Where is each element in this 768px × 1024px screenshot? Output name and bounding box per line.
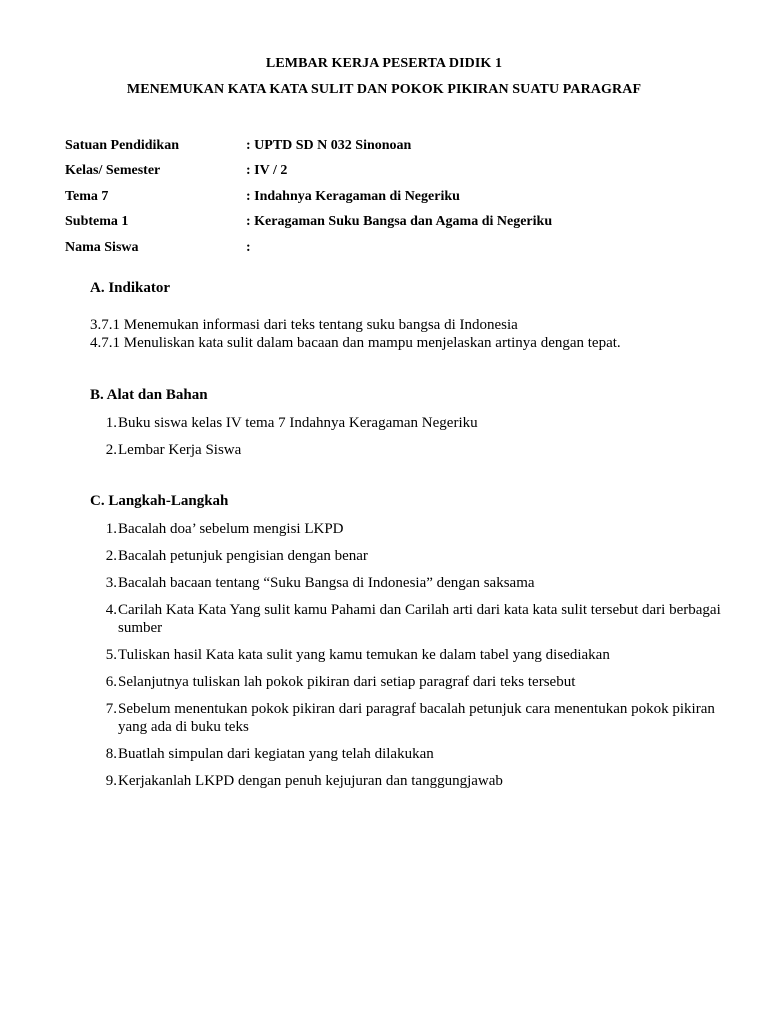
section-heading-langkah: C. Langkah-Langkah — [90, 493, 229, 509]
list-text: Selanjutnya tuliskan lah pokok pikiran dari setiap paragraf dari teks tersebut — [118, 674, 576, 690]
list-text: Bacalah doa’ sebelum mengisi LKPD — [118, 521, 344, 537]
langkah-list — [90, 520, 730, 799]
list-text: Kerjakanlah LKPD dengan penuh kejujuran dan tanggungjawab — [118, 773, 503, 789]
info-row-theme — [65, 184, 725, 210]
list-number: 9. — [105, 773, 117, 789]
alat-bahan-list — [90, 414, 730, 468]
identity-block — [65, 133, 725, 261]
list-number: 2. — [105, 548, 117, 564]
info-label: Kelas/ Semester — [65, 163, 161, 179]
document-title: LEMBAR KERJA PESERTA DIDIK 1 — [265, 56, 503, 71]
list-text: Carilah Kata Kata Yang sulit kamu Pahami dan Carilah arti dari kata kata sulit tersebut dari berbagai sumber — [118, 602, 721, 636]
list-number: 7. — [105, 701, 117, 717]
list-text: Sebelum menentukan pokok pikiran dari paragraf bacalah petunjuk cara menentukan pokok pikiran yang ada di buku teks — [118, 701, 715, 735]
info-row-subtheme — [65, 210, 725, 236]
list-item — [90, 574, 730, 592]
list-item — [90, 745, 730, 763]
list-number: 5. — [105, 647, 117, 663]
indikator-list — [90, 316, 730, 352]
list-number: 3. — [105, 575, 117, 591]
info-label: Tema 7 — [65, 188, 109, 204]
info-label: Satuan Pendidikan — [65, 137, 179, 153]
list-item — [90, 601, 730, 637]
list-number: 4. — [105, 602, 117, 618]
list-item — [90, 673, 730, 691]
list-item — [90, 441, 730, 459]
info-value: : Keragaman Suku Bangsa dan Agama di Negeriku — [246, 214, 553, 230]
info-label: Nama Siswa — [65, 239, 139, 255]
list-item — [90, 700, 730, 736]
list-item — [90, 547, 730, 565]
list-item — [90, 646, 730, 664]
info-value: : UPTD SD N 032 Sinonoan — [246, 137, 412, 153]
info-row-school — [65, 133, 725, 159]
list-text: Buku siswa kelas IV tema 7 Indahnya Keragaman Negeriku — [118, 415, 478, 431]
list-text: Buatlah simpulan dari kegiatan yang telah dilakukan — [118, 746, 434, 762]
list-number: 1. — [105, 415, 117, 431]
list-number: 1. — [105, 521, 117, 537]
indikator-line: 3.7.1 Menemukan informasi dari teks tentang suku bangsa di Indonesia — [90, 317, 518, 333]
list-item — [90, 772, 730, 790]
info-value: : — [246, 239, 251, 255]
list-item — [90, 520, 730, 538]
info-row-class — [65, 159, 725, 185]
list-number: 2. — [105, 442, 117, 458]
info-value: : IV / 2 — [246, 163, 288, 179]
list-number: 8. — [105, 746, 117, 762]
list-item — [90, 414, 730, 432]
list-number: 6. — [105, 674, 117, 690]
section-heading-indikator: A. Indikator — [90, 280, 171, 296]
info-label: Subtema 1 — [65, 214, 129, 230]
info-row-student-name — [65, 235, 725, 261]
list-text: Bacalah bacaan tentang “Suku Bangsa di Indonesia” dengan saksama — [118, 575, 535, 591]
list-text: Lembar Kerja Siswa — [118, 442, 242, 458]
list-text: Tuliskan hasil Kata kata sulit yang kamu temukan ke dalam tabel yang disediakan — [118, 647, 610, 663]
document-subtitle: MENEMUKAN KATA KATA SULIT DAN POKOK PIKIRAN SUATU PARAGRAF — [126, 82, 642, 97]
info-value: : Indahnya Keragaman di Negeriku — [246, 188, 460, 204]
list-text: Bacalah petunjuk pengisian dengan benar — [118, 548, 368, 564]
indikator-line: 4.7.1 Menuliskan kata sulit dalam bacaan dan mampu menjelaskan artinya dengan tepat. — [90, 335, 621, 351]
section-heading-alat-bahan: B. Alat dan Bahan — [90, 387, 208, 403]
